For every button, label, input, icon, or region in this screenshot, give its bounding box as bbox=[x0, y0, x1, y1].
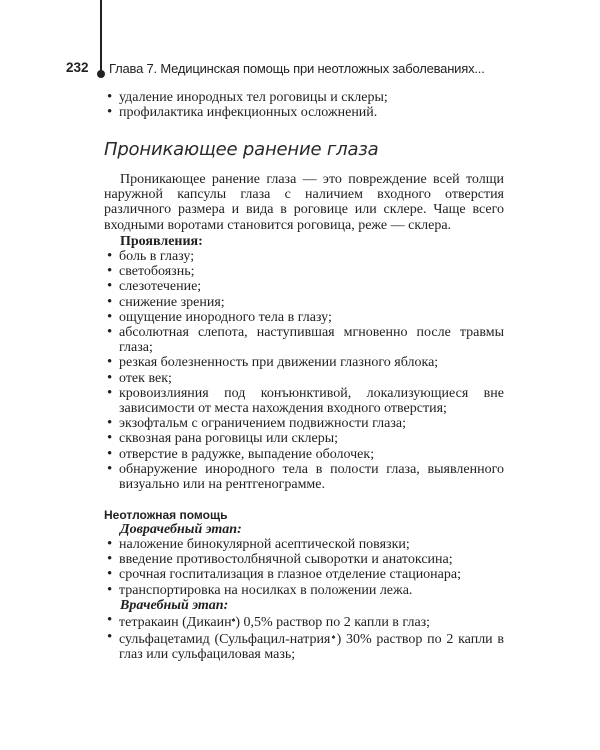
list-item: • введение противостолбнячной сыворотки и анатоксина; bbox=[104, 552, 504, 567]
list-item: • светобоязнь; bbox=[104, 264, 504, 279]
registered-mark: ♠ bbox=[231, 616, 236, 624]
drug-text: тетракаин (Дикаин bbox=[119, 615, 232, 630]
list-item: • удаление инородных тел роговицы и склеры; bbox=[104, 90, 504, 105]
list-item bbox=[104, 630, 504, 662]
list-item: • экзофтальм с ограничением подвижности глаза; bbox=[104, 416, 504, 431]
top-list bbox=[104, 90, 504, 120]
medical-list bbox=[104, 613, 504, 663]
list-item: • транспортировка на носилках в положении лежа. bbox=[104, 583, 504, 598]
page-number: 232 bbox=[66, 60, 89, 75]
medical-title: Врачебный этап: bbox=[120, 598, 229, 613]
section-paragraph: Проникающее ранение глаза — это повреждение всей толщи наружной капсулы глаза с наличием входного отверстия различного размера и вида в роговице или склере. Чаще всего входными воротами становится роговица, реже — склера. bbox=[104, 172, 504, 233]
manifestations-title: Проявления: bbox=[120, 234, 203, 249]
list-item: • отек век; bbox=[104, 371, 504, 386]
prehospital-title: Доврачебный этап: bbox=[120, 522, 242, 537]
drug-dose-text: ) 30% раствор по 2 капли в глаз или сульфациловая мазь; bbox=[119, 632, 505, 663]
list-item: • обнаружение инородного тела в полости глаза, выявленного визуально или на рентгенограмме. bbox=[104, 462, 504, 492]
registered-mark: ♠ bbox=[330, 633, 337, 642]
running-head: Глава 7. Медицинская помощь при неотложных заболеваниях... bbox=[109, 61, 485, 76]
list-item: • ощущение инородного тела в глазу; bbox=[104, 310, 504, 325]
margin-dot bbox=[97, 70, 105, 78]
list-item: • абсолютная слепота, наступившая мгновенно после травмы глаза; bbox=[104, 325, 504, 355]
manifestations-list bbox=[104, 249, 504, 492]
section-title: Проникающее ранение глаза bbox=[104, 139, 379, 160]
list-item: • слезотечение; bbox=[104, 279, 504, 294]
list-item: • резкая болезненность при движении глазного яблока; bbox=[104, 355, 504, 370]
list-item: • снижение зрения; bbox=[104, 295, 504, 310]
list-item bbox=[104, 613, 504, 630]
drug-dose-text: ) 0,5% раствор по 2 капли в глаз; bbox=[235, 615, 431, 630]
list-item: • наложение бинокулярной асептической повязки; bbox=[104, 537, 504, 552]
list-item: • срочная госпитализация в глазное отделение стационара; bbox=[104, 567, 504, 582]
list-item: • профилактика инфекционных осложнений. bbox=[104, 105, 504, 120]
emergency-title: Неотложная помощь bbox=[104, 508, 228, 522]
drug-text: сульфацетамид (Сульфацил-натрия bbox=[119, 632, 331, 648]
list-item: • боль в глазу; bbox=[104, 249, 504, 264]
list-item: • отверстие в радужке, выпадение оболочек; bbox=[104, 447, 504, 462]
list-item: • кровоизлияния под конъюнктивой, локализующиеся вне зависимости от места нахождения входного отверстия; bbox=[104, 386, 504, 416]
margin-rule bbox=[100, 0, 102, 72]
prehospital-list bbox=[104, 537, 504, 598]
list-item: • сквозная рана роговицы или склеры; bbox=[104, 431, 504, 446]
